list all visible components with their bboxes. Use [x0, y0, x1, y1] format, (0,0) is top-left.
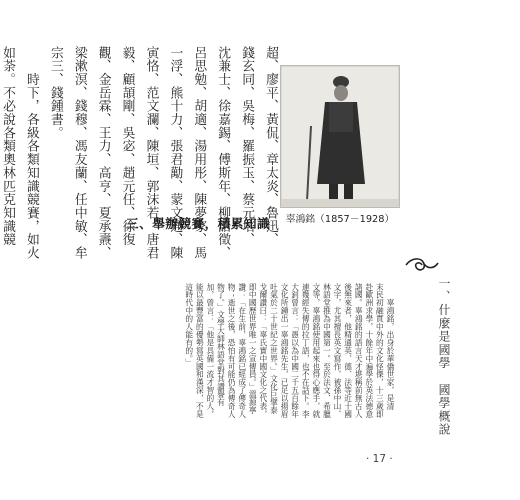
text-column: 梁漱溟、錢穆、馮友蘭、任中敏、牟	[71, 46, 87, 260]
sidebar-column: 戈爾讚曰：「辜氏實中國文化之代表，	[258, 283, 268, 419]
sidebar-column: 連幾經失傳的拉丁語，也不在話下。李	[301, 283, 311, 419]
text-column: 宗三、錢鍾書。	[47, 46, 63, 140]
text-column: 沈兼士、徐嘉錫、傅斯年、柳詒徵、	[215, 46, 231, 260]
sidebar-text	[183, 283, 395, 418]
text-column: 錢玄同、吳梅、羅振玉、蔡元培、	[239, 46, 255, 247]
photo-caption: 辜鴻銘（1857－1928）	[285, 214, 395, 225]
sidebar-column: 大釗曾言：「愚以為中國二千五百餘年	[290, 283, 300, 419]
sidebar-column: 文等，辜鴻銘使用起來也得心應手，就	[311, 283, 321, 419]
sidebar-column: 林語堂推為中國第一。至於法文、希臘	[322, 283, 332, 419]
swirl-ornament-icon	[404, 255, 440, 277]
text-column: 時下，各級各類知識競賽，如火	[23, 46, 39, 260]
sidebar-column: 加，曾言：「他是具備一流才智的人，	[205, 283, 215, 419]
sidebar-column: 赴歐洲求學，十餘年中遍學於英法德意	[364, 283, 374, 419]
sidebar-column: 諸國。辜鴻銘的語言天才堪稱前無古人	[354, 283, 364, 419]
text-column: 超、廖平、黃侃、章太炎、魯迅、	[263, 46, 278, 247]
sidebar-column: 讚：「在生前，辜鴻銘已經成了傳奇人	[237, 283, 247, 419]
text-column: 一浮、熊十力、張君勱、蒙文通、陳	[167, 46, 183, 260]
sidebar-column: 後無來者，他精通英、德、法等近十國	[343, 283, 353, 419]
text-column: 毅、顧頡剛、吳宓、趙元任、徐復	[119, 46, 135, 247]
sidebar-column: 物；逝世之後，恐怕有可能仍為傳奇人	[227, 283, 237, 419]
text-column: 觀、金岳霖、王力、高亨、夏承燾、	[95, 46, 111, 260]
sidebar-column: 文字，尤其擅長英文寫作，被孫中山、	[333, 283, 343, 419]
sidebar-column: 吐氣於二十世紀之世界。」文化巨擘泰	[269, 283, 279, 415]
section-heading: 三、舉辦競賽，積累知識	[126, 216, 271, 231]
sidebar-column: 文化所鍾出一辜鴻銘先生，已足以揚眉	[280, 283, 290, 419]
portrait-photo	[280, 65, 400, 208]
sidebar-column: 能以最豐富的優勢寫英國和漢深，不是	[195, 283, 205, 419]
chapter-title: 一、什麼是國學 國學概說	[437, 277, 451, 437]
text-column: 寅恪、范文瀾、陳垣、郭沫若、唐君	[143, 46, 159, 260]
portrait-figure-icon	[281, 66, 399, 207]
text-column: 如荼。不必說各類奧林匹克知識競	[0, 46, 16, 247]
sidebar-column: 這時代中的人能有的。」	[184, 283, 194, 367]
text-column: 呂思勉、胡適、湯用彤、陳夢家、馬	[191, 46, 207, 260]
sidebar-column: 辜鴻銘，出身於華僑世家，是清	[386, 283, 395, 411]
page-number: · 17 ·	[366, 453, 393, 465]
sidebar-column: 末民初融貫中外的文化怪傑，十三歲即	[375, 283, 385, 419]
sidebar-column: 物了。」文學大師林語堂對其讚譽有	[216, 283, 226, 407]
sidebar-column: 即中國歷世界唯一之宣傳員。」溫源寧	[248, 283, 258, 415]
